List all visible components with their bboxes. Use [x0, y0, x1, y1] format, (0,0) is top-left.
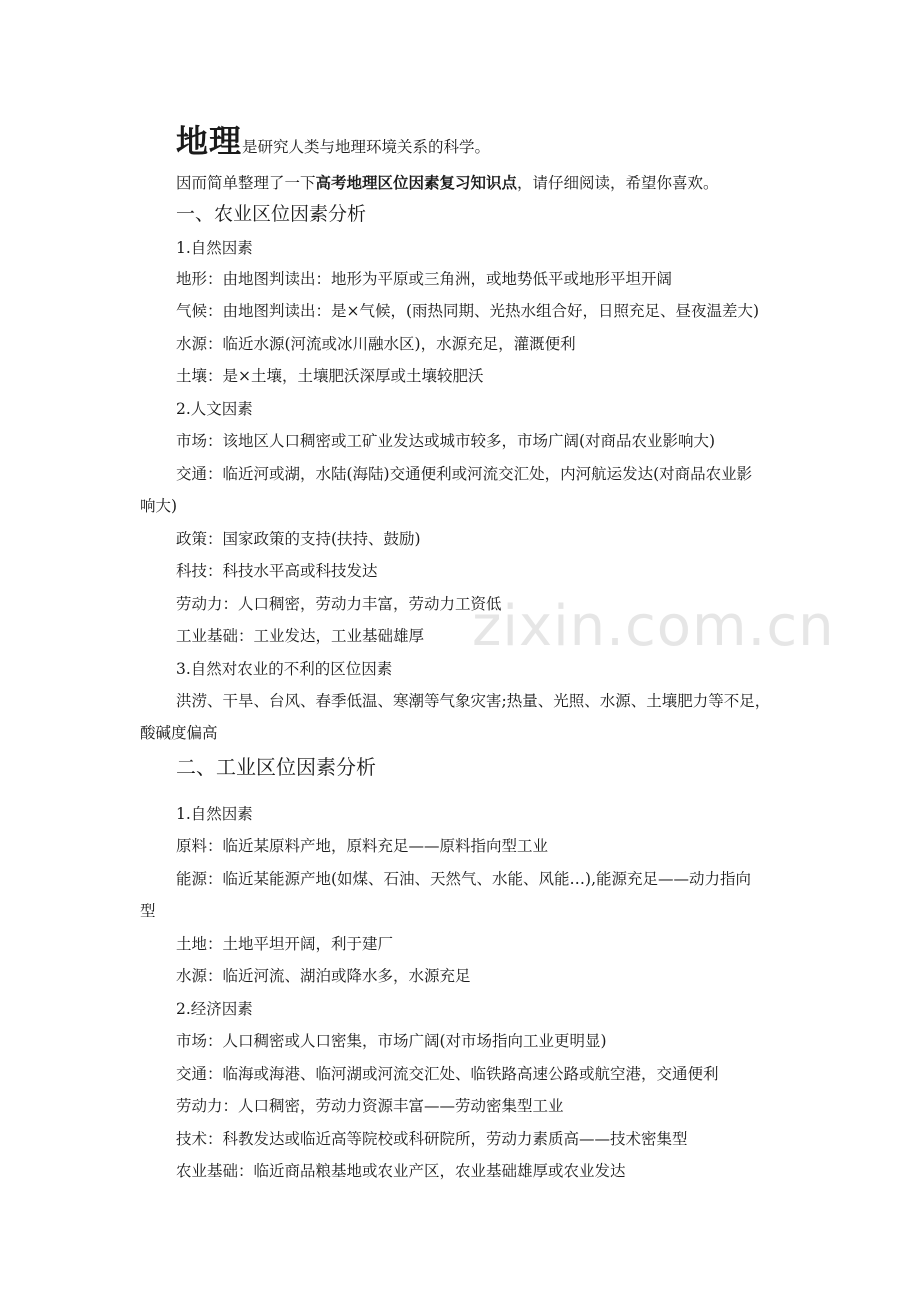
intro-line	[176, 116, 490, 162]
intro-paragraph	[176, 172, 719, 194]
water2-line: 水源：临近河流、湖泊或降水多，水源充足	[176, 967, 471, 985]
section2-sub1: 1.自然因素	[176, 805, 253, 823]
raw-material-line: 原料：临近某原料产地，原料充足——原料指向型工业	[176, 837, 549, 855]
intro-p2-pre: 因而简单整理了一下	[176, 174, 316, 192]
labor2-line: 劳动力：人口稠密，劳动力资源丰富——劳动密集型工业	[176, 1097, 564, 1115]
watermark: zixin.com.cn	[472, 594, 835, 659]
land-line: 土地：土地平坦开阔，利于建厂	[176, 935, 394, 953]
adverse-line-a: 洪涝、干旱、台风、春季低温、寒潮等气象灾害;热量、光照、水源、土壤肥力等不足，	[176, 692, 771, 710]
transport-line-a: 交通：临近河或湖，水陆(海陆)交通便利或河流交汇处，内河航运发达(对商品农业影	[176, 465, 753, 483]
intro-rest-text: 是研究人类与地理环境关系的科学。	[242, 138, 491, 156]
industry-base-line: 工业基础：工业发达，工业基础雄厚	[176, 627, 425, 645]
water-line: 水源：临近水源(河流或冰川融水区)，水源充足，灌溉便利	[176, 335, 576, 353]
intro-p2-bold: 高考地理区位因素复习知识点	[315, 173, 518, 192]
soil-line: 土壤：是×土壤，土壤肥沃深厚或土壤较肥沃	[176, 367, 484, 385]
section1-sub2: 2.人文因素	[176, 400, 253, 418]
intro-p2-post: ，请仔细阅读，希望你喜欢。	[517, 174, 719, 192]
adverse-line-b: 酸碱度偏高	[140, 724, 218, 742]
transport-line-b: 响大)	[140, 497, 178, 515]
section2-heading: 二、工业区位因素分析	[176, 755, 376, 779]
title-big-text: 地理	[176, 122, 243, 160]
market2-line: 市场：人口稠密或人口密集，市场广阔(对市场指向工业更明显)	[176, 1032, 607, 1050]
tech2-line: 技术：科教发达或临近高等院校或科研院所，劳动力素质高——技术密集型	[176, 1130, 688, 1148]
labor-line: 劳动力：人口稠密，劳动力丰富，劳动力工资低	[176, 595, 502, 613]
energy-line-a: 能源：临近某能源产地(如煤、石油、天然气、水能、风能…),能源充足——动力指向	[176, 870, 752, 888]
agri-base-line: 农业基础：临近商品粮基地或农业产区，农业基础雄厚或农业发达	[176, 1162, 626, 1180]
tech-line: 科技：科技水平高或科技发达	[176, 562, 378, 580]
transport2-line: 交通：临海或海港、临河湖或河流交汇处、临铁路高速公路或航空港，交通便利	[176, 1065, 719, 1083]
section1-sub3: 3.自然对农业的不利的区位因素	[176, 660, 393, 678]
policy-line: 政策：国家政策的支持(扶持、鼓励)	[176, 530, 421, 548]
energy-line-b: 型	[140, 902, 156, 920]
terrain-line: 地形：由地图判读出：地形为平原或三角洲，或地势低平或地形平坦开阔	[176, 270, 673, 288]
section2-sub2: 2.经济因素	[176, 1000, 253, 1018]
climate-line: 气候：由地图判读出：是×气候，(雨热同期、光热水组合好，日照充足、昼夜温差大)	[176, 302, 760, 320]
section1-heading: 一、农业区位因素分析	[176, 203, 367, 225]
section1-sub1: 1.自然因素	[176, 239, 253, 257]
market-line: 市场：该地区人口稠密或工矿业发达或城市较多，市场广阔(对商品农业影响大)	[176, 432, 716, 450]
